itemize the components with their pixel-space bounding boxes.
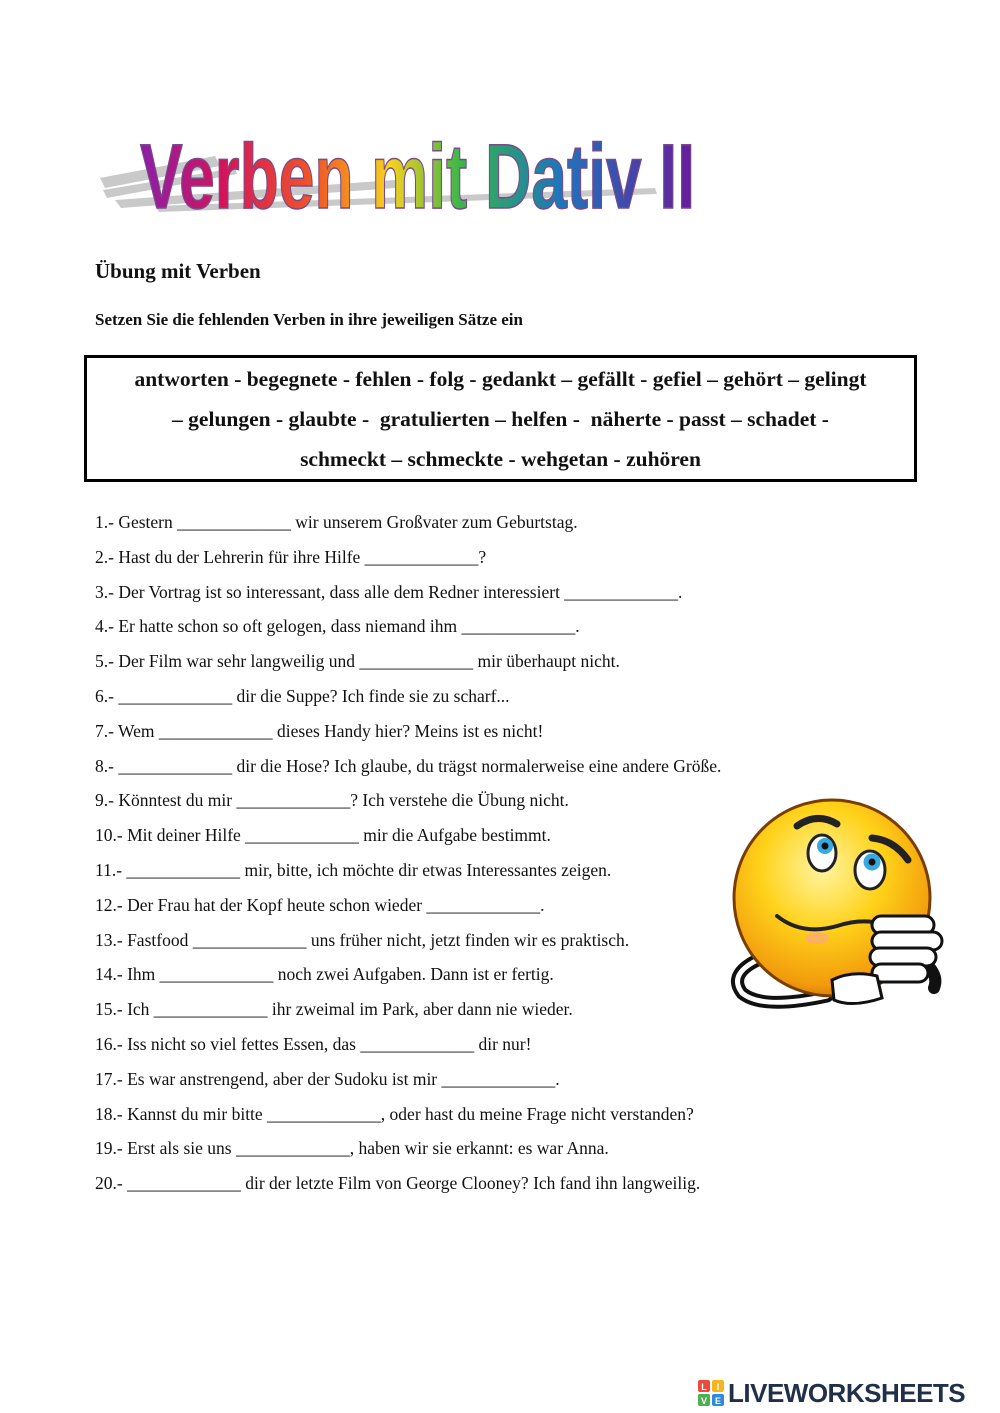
watermark-text: LIVEWORKSHEETS <box>728 1377 966 1408</box>
exercise-item-3[interactable]: 3.- Der Vortrag ist so interessant, dass alle dem Redner interessiert _____________. <box>95 581 683 602</box>
logo-letter-i: I <box>716 1382 720 1392</box>
thinking-emoji-icon <box>722 798 952 1023</box>
exercise-item-12[interactable]: 12.- Der Frau hat der Kopf heute schon wieder _____________. <box>95 894 545 915</box>
exercise-item-15[interactable]: 15.- Ich _____________ ihr zweimal im Park, aber dann nie wieder. <box>95 999 573 1020</box>
liveworksheets-logo-icon <box>698 1380 724 1406</box>
word-bank-line-3: schmeckt – schmeckte - wehgetan - zuhören <box>300 447 701 471</box>
exercise-item-20[interactable]: 20.- _____________ dir der letzte Film von George Clooney? Ich fand ihn langweilig. <box>95 1173 701 1194</box>
exercise-list <box>95 509 721 1205</box>
word-bank-line-1: antworten - begegnete - fehlen - folg - gedankt – gefällt - gefiel – gehört – gelingt <box>134 367 867 391</box>
exercise-item-2[interactable]: 2.- Hast du der Lehrerin für ihre Hilfe _____________? <box>95 546 487 567</box>
exercise-item-8[interactable]: 8.- _____________ dir die Hose? Ich glaube, du trägst normalerweise eine andere Größe. <box>95 755 722 776</box>
title-text: Verben mit Dativ II <box>140 126 695 228</box>
exercise-item-10[interactable]: 10.- Mit deiner Hilfe _____________ mir die Aufgabe bestimmt. <box>95 825 551 846</box>
logo-letter-l: L <box>701 1382 707 1392</box>
exercise-item-16[interactable]: 16.- Iss nicht so viel fettes Essen, das _____________ dir nur! <box>95 1033 532 1054</box>
exercise-item-4[interactable]: 4.- Er hatte schon so oft gelogen, dass niemand ihm _____________. <box>95 616 580 637</box>
exercise-item-6[interactable]: 6.- _____________ dir die Suppe? Ich finde sie zu scharf... <box>95 685 510 706</box>
word-bank-box <box>84 355 917 482</box>
exercise-item-9[interactable]: 9.- Könntest du mir _____________? Ich verstehe die Übung nicht. <box>95 790 569 811</box>
exercise-item-14[interactable]: 14.- Ihm _____________ noch zwei Aufgaben. Dann ist er fertig. <box>95 964 554 985</box>
exercise-item-13[interactable]: 13.- Fastfood _____________ uns früher nicht, jetzt finden wir es praktisch. <box>95 929 630 950</box>
liveworksheets-watermark <box>698 1376 965 1410</box>
section-heading: Übung mit Verben <box>95 259 261 283</box>
logo-letter-v: V <box>700 1396 708 1406</box>
exercise-item-5[interactable]: 5.- Der Film war sehr langweilig und _____________ mir überhaupt nicht. <box>95 651 620 672</box>
logo-letter-e: E <box>714 1396 722 1406</box>
exercise-item-7[interactable]: 7.- Wem _____________ dieses Handy hier? Meins ist es nicht! <box>95 720 544 741</box>
exercise-item-11[interactable]: 11.- _____________ mir, bitte, ich möchte dir etwas Interessantes zeigen. <box>95 859 612 880</box>
word-bank-line-2: – gelungen - glaubte - gratulierten – helfen - näherte - passt – schadet - <box>172 407 829 431</box>
title-wordart <box>95 108 715 228</box>
exercise-item-1[interactable]: 1.- Gestern _____________ wir unserem Großvater zum Geburtstag. <box>95 512 578 532</box>
exercise-item-19[interactable]: 19.- Erst als sie uns _____________, haben wir sie erkannt: es war Anna. <box>95 1138 609 1159</box>
exercise-item-18[interactable]: 18.- Kannst du mir bitte _____________, oder hast du meine Frage nicht verstanden? <box>95 1103 694 1124</box>
instruction-text: Setzen Sie die fehlenden Verben in ihre jeweiligen Sätze ein <box>95 310 523 329</box>
exercise-item-17[interactable]: 17.- Es war anstrengend, aber der Sudoku ist mir _____________. <box>95 1068 560 1089</box>
worksheet-title <box>95 108 715 228</box>
